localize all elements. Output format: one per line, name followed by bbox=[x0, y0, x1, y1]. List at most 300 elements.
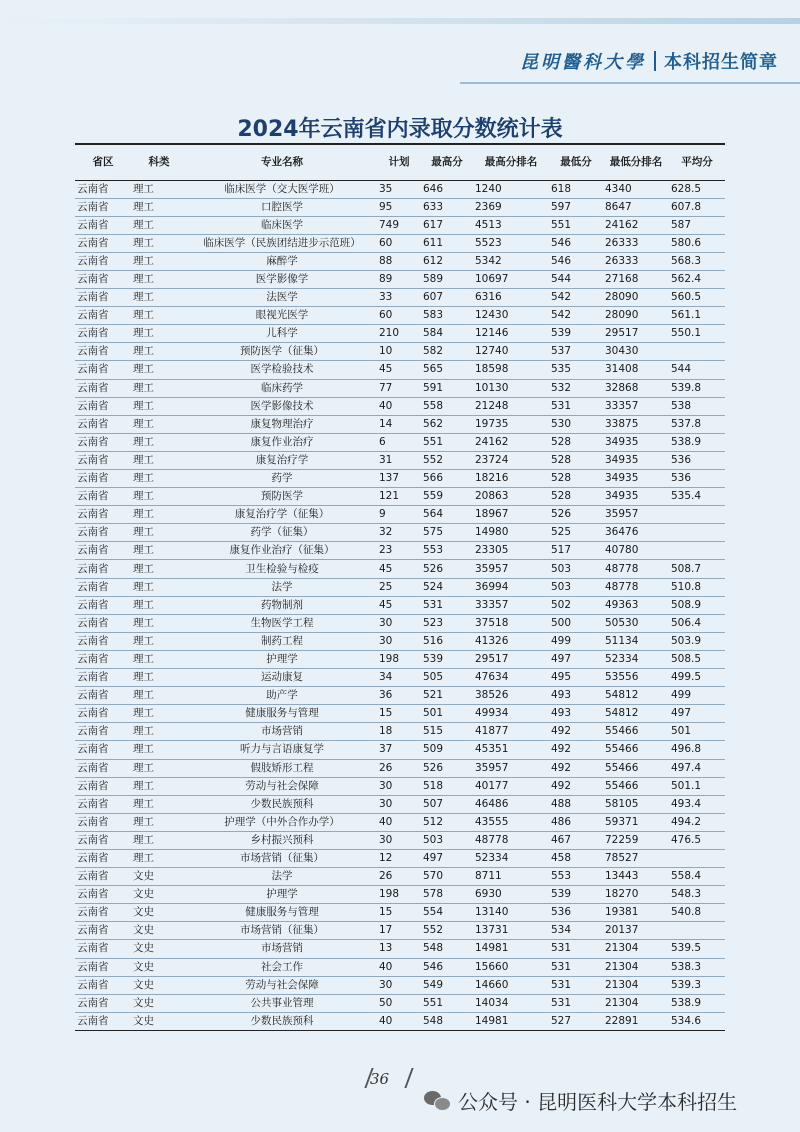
col-min-rank-cell: 33357 bbox=[603, 397, 669, 415]
col-max-rank-cell: 23724 bbox=[473, 451, 549, 469]
page-header bbox=[0, 18, 800, 100]
col-category-cell: 理工 bbox=[131, 596, 187, 614]
col-category-cell: 理工 bbox=[131, 813, 187, 831]
header-stripe bbox=[0, 18, 800, 24]
col-plan-cell: 45 bbox=[377, 596, 421, 614]
col-min-score-cell: 544 bbox=[549, 270, 603, 288]
col-major-cell: 药学 bbox=[187, 470, 377, 488]
col-max-score-cell: 583 bbox=[421, 307, 473, 325]
col-major-cell: 药学（征集） bbox=[187, 524, 377, 542]
table-row bbox=[75, 397, 725, 415]
col-min-rank-cell: 58105 bbox=[603, 795, 669, 813]
col-avg-score-cell: 476.5 bbox=[669, 831, 725, 849]
col-min-score-cell: 527 bbox=[549, 1012, 603, 1030]
col-province-cell: 云南省 bbox=[75, 759, 131, 777]
wechat-icon bbox=[424, 1091, 450, 1111]
table-row bbox=[75, 198, 725, 216]
col-province-cell: 云南省 bbox=[75, 180, 131, 198]
col-min-rank-cell: 50530 bbox=[603, 614, 669, 632]
col-category-cell: 文史 bbox=[131, 922, 187, 940]
col-province-cell: 云南省 bbox=[75, 307, 131, 325]
col-max-score-cell: 512 bbox=[421, 813, 473, 831]
col-avg-score-cell: 536 bbox=[669, 470, 725, 488]
col-province-cell: 云南省 bbox=[75, 506, 131, 524]
col-plan-cell: 30 bbox=[377, 632, 421, 650]
col-major-cell: 劳动与社会保障 bbox=[187, 777, 377, 795]
col-min-rank-cell: 27168 bbox=[603, 270, 669, 288]
col-min-rank-cell: 40780 bbox=[603, 542, 669, 560]
col-min-rank-cell: 48778 bbox=[603, 560, 669, 578]
col-plan-cell: 198 bbox=[377, 650, 421, 668]
col-min-score-cell: 532 bbox=[549, 379, 603, 397]
col-min-score-cell: 486 bbox=[549, 813, 603, 831]
col-max-rank-cell: 14980 bbox=[473, 524, 549, 542]
table-row bbox=[75, 669, 725, 687]
col-max-rank-cell: 23305 bbox=[473, 542, 549, 560]
table-row bbox=[75, 578, 725, 596]
col-province-cell: 云南省 bbox=[75, 795, 131, 813]
col-max-score-cell: 552 bbox=[421, 451, 473, 469]
col-avg-score-cell: 540.8 bbox=[669, 904, 725, 922]
col-category-cell: 理工 bbox=[131, 578, 187, 596]
col-plan-cell: 30 bbox=[377, 795, 421, 813]
col-major-cell: 假肢矫形工程 bbox=[187, 759, 377, 777]
col-avg-score-cell: 499.5 bbox=[669, 669, 725, 687]
col-max-rank-cell: 6930 bbox=[473, 886, 549, 904]
col-plan-cell: 77 bbox=[377, 379, 421, 397]
table-row bbox=[75, 542, 725, 560]
table-row bbox=[75, 289, 725, 307]
col-province-cell: 云南省 bbox=[75, 940, 131, 958]
col-major-cell: 运动康复 bbox=[187, 669, 377, 687]
col-category-cell: 理工 bbox=[131, 741, 187, 759]
col-category-cell: 理工 bbox=[131, 361, 187, 379]
col-min-rank-cell: 31408 bbox=[603, 361, 669, 379]
col-avg-score-cell: 510.8 bbox=[669, 578, 725, 596]
col-category-cell: 理工 bbox=[131, 216, 187, 234]
col-max-rank-cell: 33357 bbox=[473, 596, 549, 614]
col-max-score-cell: 578 bbox=[421, 886, 473, 904]
col-min-score-cell: 528 bbox=[549, 433, 603, 451]
col-province-cell: 云南省 bbox=[75, 578, 131, 596]
table-row bbox=[75, 596, 725, 614]
col-avg-score-cell: 497 bbox=[669, 705, 725, 723]
col-max-score-cell: 546 bbox=[421, 958, 473, 976]
col-max-rank-cell: 18967 bbox=[473, 506, 549, 524]
wechat-account-text: 公众号 · 昆明医科大学本科招生 bbox=[458, 1090, 738, 1114]
col-category-cell: 理工 bbox=[131, 433, 187, 451]
col-min-score-cell: 539 bbox=[549, 325, 603, 343]
col-min-score-cell: 531 bbox=[549, 958, 603, 976]
col-plan-cell: 32 bbox=[377, 524, 421, 542]
col-plan-cell: 26 bbox=[377, 759, 421, 777]
table-row bbox=[75, 741, 725, 759]
col-avg-score-header: 平均分 bbox=[669, 144, 725, 180]
col-min-score-cell: 500 bbox=[549, 614, 603, 632]
col-avg-score-cell: 501.1 bbox=[669, 777, 725, 795]
col-category-cell: 理工 bbox=[131, 451, 187, 469]
col-max-score-cell: 526 bbox=[421, 759, 473, 777]
col-max-rank-cell: 41326 bbox=[473, 632, 549, 650]
col-plan-cell: 36 bbox=[377, 687, 421, 705]
col-plan-cell: 14 bbox=[377, 415, 421, 433]
col-min-score-cell: 618 bbox=[549, 180, 603, 198]
table-row bbox=[75, 270, 725, 288]
col-plan-cell: 17 bbox=[377, 922, 421, 940]
col-min-score-cell: 542 bbox=[549, 307, 603, 325]
col-avg-score-cell: 550.1 bbox=[669, 325, 725, 343]
col-plan-cell: 13 bbox=[377, 940, 421, 958]
table-row bbox=[75, 325, 725, 343]
col-plan-cell: 40 bbox=[377, 397, 421, 415]
col-min-rank-cell: 28090 bbox=[603, 289, 669, 307]
col-category-cell: 理工 bbox=[131, 379, 187, 397]
col-category-cell: 理工 bbox=[131, 560, 187, 578]
col-max-rank-cell: 21248 bbox=[473, 397, 549, 415]
table-row bbox=[75, 940, 725, 958]
col-plan-cell: 9 bbox=[377, 506, 421, 524]
col-max-score-cell: 552 bbox=[421, 922, 473, 940]
table-row bbox=[75, 433, 725, 451]
col-min-rank-cell: 78527 bbox=[603, 849, 669, 867]
col-avg-score-cell: 539.5 bbox=[669, 940, 725, 958]
col-province-cell: 云南省 bbox=[75, 723, 131, 741]
col-max-score-cell: 646 bbox=[421, 180, 473, 198]
col-min-rank-cell: 55466 bbox=[603, 759, 669, 777]
table-row bbox=[75, 470, 725, 488]
col-min-score-cell: 503 bbox=[549, 578, 603, 596]
school-name-script: 昆明醫科大學 bbox=[520, 52, 646, 73]
table-row bbox=[75, 488, 725, 506]
col-category-cell: 文史 bbox=[131, 868, 187, 886]
col-plan-cell: 40 bbox=[377, 958, 421, 976]
col-min-score-cell: 526 bbox=[549, 506, 603, 524]
col-plan-cell: 34 bbox=[377, 669, 421, 687]
col-major-cell: 法学 bbox=[187, 578, 377, 596]
wechat-watermark bbox=[424, 1086, 737, 1115]
col-max-rank-cell: 48778 bbox=[473, 831, 549, 849]
col-min-rank-cell: 49363 bbox=[603, 596, 669, 614]
col-avg-score-cell: 628.5 bbox=[669, 180, 725, 198]
col-major-cell: 护理学 bbox=[187, 650, 377, 668]
col-major-cell: 医学影像技术 bbox=[187, 397, 377, 415]
col-province-cell: 云南省 bbox=[75, 361, 131, 379]
col-min-rank-cell: 35957 bbox=[603, 506, 669, 524]
col-major-cell: 临床医学 bbox=[187, 216, 377, 234]
col-plan-cell: 30 bbox=[377, 614, 421, 632]
col-plan-cell: 23 bbox=[377, 542, 421, 560]
col-province-cell: 云南省 bbox=[75, 325, 131, 343]
col-major-cell: 少数民族预科 bbox=[187, 1012, 377, 1030]
col-category-cell: 理工 bbox=[131, 687, 187, 705]
col-province-cell: 云南省 bbox=[75, 560, 131, 578]
col-plan-cell: 50 bbox=[377, 994, 421, 1012]
col-plan-cell: 33 bbox=[377, 289, 421, 307]
col-max-rank-cell: 38526 bbox=[473, 687, 549, 705]
col-plan-cell: 35 bbox=[377, 180, 421, 198]
col-major-cell: 预防医学（征集） bbox=[187, 343, 377, 361]
col-max-rank-cell: 49934 bbox=[473, 705, 549, 723]
col-max-rank-cell: 5523 bbox=[473, 234, 549, 252]
col-plan-cell: 40 bbox=[377, 1012, 421, 1030]
col-avg-score-cell: 539.3 bbox=[669, 976, 725, 994]
col-max-rank-cell: 35957 bbox=[473, 560, 549, 578]
table-row bbox=[75, 307, 725, 325]
col-min-rank-cell: 29517 bbox=[603, 325, 669, 343]
page-title: 2024年云南省内录取分数统计表 bbox=[237, 117, 563, 142]
col-province-cell: 云南省 bbox=[75, 994, 131, 1012]
col-min-rank-cell: 18270 bbox=[603, 886, 669, 904]
header-row bbox=[75, 144, 725, 180]
col-province-cell: 云南省 bbox=[75, 343, 131, 361]
col-max-score-cell: 591 bbox=[421, 379, 473, 397]
col-province-cell: 云南省 bbox=[75, 614, 131, 632]
col-avg-score-cell: 499 bbox=[669, 687, 725, 705]
col-province-cell: 云南省 bbox=[75, 976, 131, 994]
col-min-rank-cell: 8647 bbox=[603, 198, 669, 216]
col-major-cell: 医学检验技术 bbox=[187, 361, 377, 379]
col-province-header: 省区 bbox=[75, 144, 131, 180]
col-max-score-cell: 589 bbox=[421, 270, 473, 288]
col-plan-cell: 10 bbox=[377, 343, 421, 361]
col-major-cell: 市场营销（征集） bbox=[187, 922, 377, 940]
col-min-score-cell: 546 bbox=[549, 252, 603, 270]
col-category-cell: 文史 bbox=[131, 976, 187, 994]
table-row bbox=[75, 650, 725, 668]
col-min-rank-header: 最低分排名 bbox=[603, 144, 669, 180]
col-category-cell: 理工 bbox=[131, 270, 187, 288]
col-category-cell: 理工 bbox=[131, 415, 187, 433]
table-row bbox=[75, 451, 725, 469]
col-max-score-header: 最高分 bbox=[421, 144, 473, 180]
col-plan-cell: 30 bbox=[377, 976, 421, 994]
col-province-cell: 云南省 bbox=[75, 831, 131, 849]
col-max-score-cell: 548 bbox=[421, 940, 473, 958]
col-category-cell: 理工 bbox=[131, 234, 187, 252]
col-max-score-cell: 551 bbox=[421, 994, 473, 1012]
col-max-score-cell: 566 bbox=[421, 470, 473, 488]
col-max-rank-cell: 2369 bbox=[473, 198, 549, 216]
col-major-cell: 法学 bbox=[187, 868, 377, 886]
col-avg-score-cell bbox=[669, 849, 725, 867]
col-avg-score-cell bbox=[669, 524, 725, 542]
col-category-cell: 文史 bbox=[131, 958, 187, 976]
col-major-cell: 制药工程 bbox=[187, 632, 377, 650]
col-province-cell: 云南省 bbox=[75, 904, 131, 922]
col-major-cell: 儿科学 bbox=[187, 325, 377, 343]
col-category-cell: 文史 bbox=[131, 1012, 187, 1030]
col-avg-score-cell: 503.9 bbox=[669, 632, 725, 650]
table-row bbox=[75, 216, 725, 234]
col-major-cell: 眼视光医学 bbox=[187, 307, 377, 325]
table-row bbox=[75, 614, 725, 632]
col-plan-cell: 30 bbox=[377, 831, 421, 849]
col-major-cell: 预防医学 bbox=[187, 488, 377, 506]
col-plan-cell: 88 bbox=[377, 252, 421, 270]
col-plan-cell: 12 bbox=[377, 849, 421, 867]
col-major-cell: 健康服务与管理 bbox=[187, 904, 377, 922]
col-plan-cell: 137 bbox=[377, 470, 421, 488]
table-row bbox=[75, 922, 725, 940]
col-category-cell: 理工 bbox=[131, 777, 187, 795]
page-footer bbox=[0, 1062, 800, 1132]
col-min-score-cell: 492 bbox=[549, 723, 603, 741]
col-min-score-cell: 530 bbox=[549, 415, 603, 433]
col-max-rank-cell: 1240 bbox=[473, 180, 549, 198]
col-min-score-cell: 537 bbox=[549, 343, 603, 361]
col-max-rank-cell: 52334 bbox=[473, 849, 549, 867]
col-max-rank-cell: 18216 bbox=[473, 470, 549, 488]
col-major-cell: 麻醉学 bbox=[187, 252, 377, 270]
col-category-cell: 文史 bbox=[131, 994, 187, 1012]
col-plan-cell: 25 bbox=[377, 578, 421, 596]
col-min-score-cell: 492 bbox=[549, 777, 603, 795]
col-max-rank-cell: 18598 bbox=[473, 361, 549, 379]
col-max-score-cell: 558 bbox=[421, 397, 473, 415]
col-plan-cell: 45 bbox=[377, 560, 421, 578]
col-plan-cell: 749 bbox=[377, 216, 421, 234]
table-row bbox=[75, 632, 725, 650]
col-max-score-cell: 531 bbox=[421, 596, 473, 614]
col-min-rank-cell: 53556 bbox=[603, 669, 669, 687]
col-max-rank-header: 最高分排名 bbox=[473, 144, 549, 180]
col-category-cell: 理工 bbox=[131, 795, 187, 813]
col-category-cell: 理工 bbox=[131, 198, 187, 216]
table-row bbox=[75, 813, 725, 831]
col-max-rank-cell: 36994 bbox=[473, 578, 549, 596]
col-category-cell: 理工 bbox=[131, 705, 187, 723]
col-plan-cell: 89 bbox=[377, 270, 421, 288]
col-min-rank-cell: 30430 bbox=[603, 343, 669, 361]
col-max-score-cell: 565 bbox=[421, 361, 473, 379]
col-max-score-cell: 617 bbox=[421, 216, 473, 234]
col-category-cell: 理工 bbox=[131, 759, 187, 777]
col-avg-score-cell: 494.2 bbox=[669, 813, 725, 831]
table-row bbox=[75, 361, 725, 379]
col-category-cell: 理工 bbox=[131, 723, 187, 741]
col-max-score-cell: 575 bbox=[421, 524, 473, 542]
col-major-cell: 劳动与社会保障 bbox=[187, 976, 377, 994]
col-max-rank-cell: 40177 bbox=[473, 777, 549, 795]
col-major-cell: 康复治疗学（征集） bbox=[187, 506, 377, 524]
col-min-rank-cell: 21304 bbox=[603, 940, 669, 958]
col-major-cell: 康复作业治疗（征集） bbox=[187, 542, 377, 560]
col-category-cell: 文史 bbox=[131, 904, 187, 922]
col-plan-cell: 18 bbox=[377, 723, 421, 741]
col-min-rank-cell: 34935 bbox=[603, 451, 669, 469]
col-min-rank-cell: 34935 bbox=[603, 470, 669, 488]
col-plan-cell: 198 bbox=[377, 886, 421, 904]
col-min-score-cell: 553 bbox=[549, 868, 603, 886]
col-avg-score-cell: 558.4 bbox=[669, 868, 725, 886]
table-row bbox=[75, 1012, 725, 1030]
col-province-cell: 云南省 bbox=[75, 451, 131, 469]
col-avg-score-cell bbox=[669, 922, 725, 940]
col-min-rank-cell: 26333 bbox=[603, 234, 669, 252]
col-max-rank-cell: 24162 bbox=[473, 433, 549, 451]
col-max-score-cell: 521 bbox=[421, 687, 473, 705]
col-max-rank-cell: 46486 bbox=[473, 795, 549, 813]
col-min-score-cell: 517 bbox=[549, 542, 603, 560]
table-row bbox=[75, 994, 725, 1012]
col-major-cell: 药物制剂 bbox=[187, 596, 377, 614]
col-max-score-cell: 584 bbox=[421, 325, 473, 343]
col-max-rank-cell: 14981 bbox=[473, 940, 549, 958]
col-min-rank-cell: 34935 bbox=[603, 488, 669, 506]
col-avg-score-cell: 496.8 bbox=[669, 741, 725, 759]
col-max-score-cell: 549 bbox=[421, 976, 473, 994]
table-body bbox=[75, 180, 725, 1030]
col-max-rank-cell: 13140 bbox=[473, 904, 549, 922]
col-min-score-cell: 531 bbox=[549, 940, 603, 958]
col-max-rank-cell: 14660 bbox=[473, 976, 549, 994]
col-plan-cell: 60 bbox=[377, 234, 421, 252]
col-province-cell: 云南省 bbox=[75, 650, 131, 668]
col-min-rank-cell: 33875 bbox=[603, 415, 669, 433]
col-max-rank-cell: 12146 bbox=[473, 325, 549, 343]
col-major-header: 专业名称 bbox=[187, 144, 377, 180]
table-row bbox=[75, 524, 725, 542]
col-category-cell: 理工 bbox=[131, 669, 187, 687]
col-min-rank-cell: 21304 bbox=[603, 958, 669, 976]
col-province-cell: 云南省 bbox=[75, 1012, 131, 1030]
col-min-score-cell: 551 bbox=[549, 216, 603, 234]
col-max-rank-cell: 43555 bbox=[473, 813, 549, 831]
col-avg-score-cell: 534.6 bbox=[669, 1012, 725, 1030]
table-row bbox=[75, 868, 725, 886]
col-max-rank-cell: 12430 bbox=[473, 307, 549, 325]
col-major-cell: 市场营销 bbox=[187, 940, 377, 958]
col-max-score-cell: 526 bbox=[421, 560, 473, 578]
col-min-rank-cell: 48778 bbox=[603, 578, 669, 596]
col-max-rank-cell: 41877 bbox=[473, 723, 549, 741]
col-category-cell: 理工 bbox=[131, 252, 187, 270]
col-min-score-cell: 488 bbox=[549, 795, 603, 813]
col-province-cell: 云南省 bbox=[75, 868, 131, 886]
col-category-cell: 文史 bbox=[131, 886, 187, 904]
col-avg-score-cell: 538.3 bbox=[669, 958, 725, 976]
col-max-rank-cell: 14034 bbox=[473, 994, 549, 1012]
col-max-score-cell: 562 bbox=[421, 415, 473, 433]
col-min-rank-cell: 72259 bbox=[603, 831, 669, 849]
col-major-cell: 卫生检验与检疫 bbox=[187, 560, 377, 578]
col-min-rank-cell: 22891 bbox=[603, 1012, 669, 1030]
col-min-rank-cell: 19381 bbox=[603, 904, 669, 922]
col-min-score-cell: 493 bbox=[549, 687, 603, 705]
col-max-rank-cell: 10130 bbox=[473, 379, 549, 397]
col-max-score-cell: 611 bbox=[421, 234, 473, 252]
col-max-score-cell: 548 bbox=[421, 1012, 473, 1030]
table-row bbox=[75, 234, 725, 252]
col-major-cell: 健康服务与管理 bbox=[187, 705, 377, 723]
col-max-rank-cell: 6316 bbox=[473, 289, 549, 307]
col-min-score-cell: 503 bbox=[549, 560, 603, 578]
col-min-score-cell: 525 bbox=[549, 524, 603, 542]
col-min-rank-cell: 55466 bbox=[603, 741, 669, 759]
col-min-rank-cell: 54812 bbox=[603, 705, 669, 723]
col-min-rank-cell: 26333 bbox=[603, 252, 669, 270]
table-row bbox=[75, 759, 725, 777]
col-min-rank-cell: 20137 bbox=[603, 922, 669, 940]
col-max-score-cell: 523 bbox=[421, 614, 473, 632]
col-min-score-cell: 597 bbox=[549, 198, 603, 216]
col-min-rank-cell: 59371 bbox=[603, 813, 669, 831]
col-min-score-cell: 528 bbox=[549, 488, 603, 506]
col-avg-score-cell: 508.9 bbox=[669, 596, 725, 614]
col-province-cell: 云南省 bbox=[75, 705, 131, 723]
table-row bbox=[75, 379, 725, 397]
col-min-rank-cell: 52334 bbox=[603, 650, 669, 668]
